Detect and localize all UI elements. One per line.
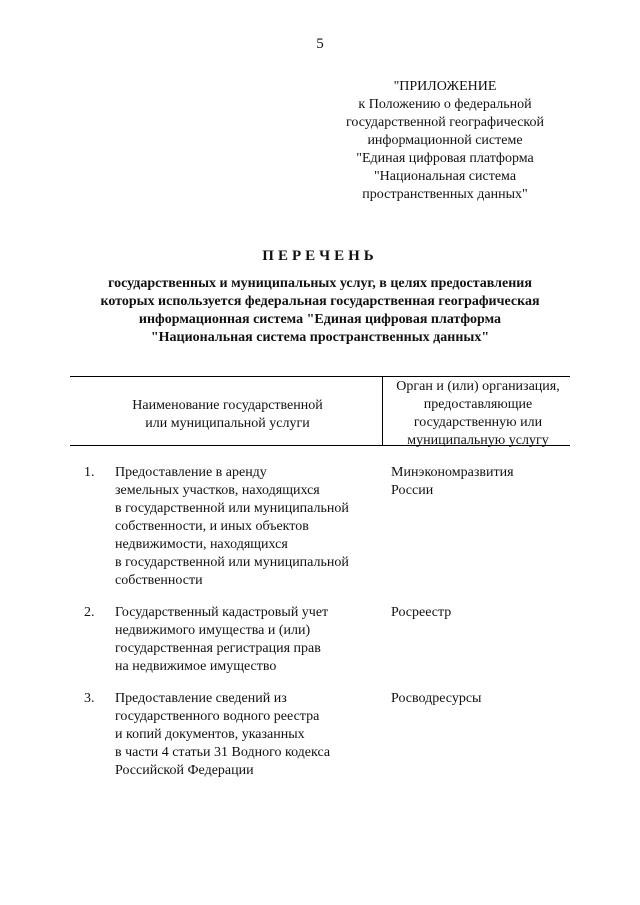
page-number: 5 xyxy=(316,36,324,52)
service-line: Предоставление сведений из xyxy=(115,691,287,706)
agency-name xyxy=(391,690,571,708)
subtitle-line: которых используется федеральная государственная географическая xyxy=(100,294,540,309)
header-line: Наименование государственной xyxy=(132,398,323,413)
column-header-agency xyxy=(386,378,570,450)
service-line: Государственный кадастровый учет xyxy=(115,605,329,620)
table-column-divider xyxy=(382,376,383,445)
header-line: государственную или xyxy=(413,415,543,430)
service-name xyxy=(115,690,377,780)
service-line: в части 4 статьи 31 Водного кодекса xyxy=(115,745,331,760)
service-line: государственного водного реестра xyxy=(115,709,320,724)
column-header-service xyxy=(80,397,375,433)
agency-name xyxy=(391,464,571,500)
appendix-line: информационной системе xyxy=(367,133,523,148)
header-line: муниципальную услугу xyxy=(407,433,549,448)
appendix-line: "Единая цифровая платформа xyxy=(356,151,534,166)
row-number: 2. xyxy=(84,605,95,620)
document-subtitle xyxy=(60,275,580,347)
service-name xyxy=(115,604,377,676)
header-line: предоставляющие xyxy=(423,397,533,412)
appendix-line: государственной географической xyxy=(346,115,544,130)
row-number: 1. xyxy=(84,465,95,480)
table-top-rule xyxy=(70,376,570,377)
service-line: собственности xyxy=(115,573,203,588)
header-line: Орган и (или) организация, xyxy=(396,379,560,394)
subtitle-line: "Национальная система пространственных данных" xyxy=(150,330,490,345)
agency-line: Минэкономразвития xyxy=(391,465,514,480)
service-line: земельных участков, находящихся xyxy=(115,483,320,498)
service-line: недвижимости, находящихся xyxy=(115,537,288,552)
appendix-header xyxy=(320,78,570,204)
subtitle-line: государственных и муниципальных услуг, в целях предоставления xyxy=(108,276,532,291)
subtitle-line: информационная система "Единая цифровая платформа xyxy=(138,312,502,327)
service-line: собственности, и иных объектов xyxy=(115,519,309,534)
row-number: 3. xyxy=(84,691,95,706)
service-line: и копий документов, указанных xyxy=(115,727,305,742)
service-line: в государственной или муниципальной xyxy=(115,555,349,570)
document-title: ПЕРЕЧЕНЬ xyxy=(262,248,378,264)
service-line: в государственной или муниципальной xyxy=(115,501,349,516)
appendix-line: "ПРИЛОЖЕНИЕ xyxy=(393,79,497,94)
service-line: Российской Федерации xyxy=(115,763,254,778)
service-line: Предоставление в аренду xyxy=(115,465,267,480)
appendix-line: к Положению о федеральной xyxy=(358,97,532,112)
appendix-line: пространственных данных" xyxy=(362,187,528,202)
agency-line: Росводресурсы xyxy=(391,691,482,706)
service-line: на недвижимое имущество xyxy=(115,659,277,674)
agency-name xyxy=(391,604,571,622)
appendix-line: "Национальная система xyxy=(373,169,517,184)
service-name xyxy=(115,464,377,590)
agency-line: Росреестр xyxy=(391,605,452,620)
service-line: недвижимого имущества и (или) xyxy=(115,623,311,638)
agency-line: России xyxy=(391,483,434,498)
header-line: или муниципальной услуги xyxy=(145,416,310,431)
service-line: государственная регистрация прав xyxy=(115,641,321,656)
